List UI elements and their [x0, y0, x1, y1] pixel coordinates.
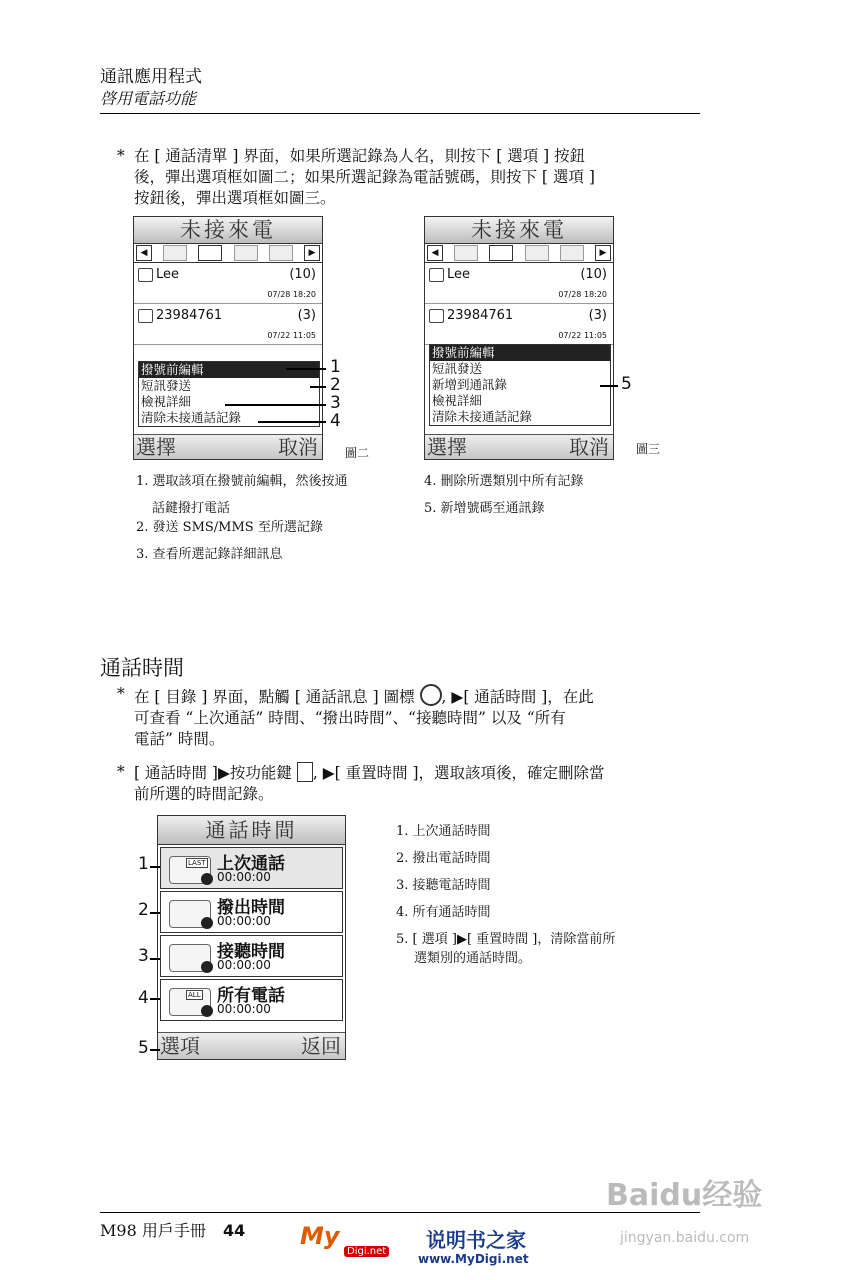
callout-3: 3	[330, 393, 341, 413]
record-name: 23984761	[447, 308, 514, 323]
record-date: 07/22 11:05	[558, 331, 607, 340]
bullet-1-line-1: 在 [ 目錄 ] 界面，點觸 [ 通話訊息 ] 圖標 , ▶[ 通話時間 ]，在此	[134, 684, 714, 708]
callout-leader	[225, 404, 326, 406]
call-record[interactable]	[425, 304, 613, 345]
call-record[interactable]	[134, 304, 322, 345]
tab-icon[interactable]	[489, 245, 513, 261]
call-time-row-last[interactable]	[160, 847, 343, 889]
list-item: 5. [ 選項 ]▶[ 重置時間 ]，清除當前所	[396, 932, 616, 947]
section-title: 通話時間	[100, 656, 184, 680]
menu-item[interactable]: 檢視詳細	[141, 394, 192, 409]
mydigi-logo: My Digi.net 说明书之家 www.MyDigi.net	[300, 1222, 529, 1266]
callout-leader	[150, 866, 160, 868]
record-name: Lee	[156, 267, 180, 282]
callout-2: 2	[138, 900, 149, 920]
callout-5: 5	[138, 1038, 149, 1058]
callout-3: 3	[138, 946, 149, 966]
list-item: 5. 新增號碼至通訊錄	[424, 501, 545, 516]
function-key-icon	[297, 762, 313, 782]
record-count: (3)	[297, 308, 316, 323]
row-time: 00:00:00	[217, 1002, 271, 1016]
list-item: 1. 上次通話時間	[396, 824, 491, 839]
tab-icon[interactable]	[560, 245, 584, 261]
bullet-1-line-3: 電話” 時間。	[134, 730, 225, 748]
tab-icon[interactable]	[163, 245, 187, 261]
arrow-icon: ▶	[451, 688, 464, 706]
options-menu	[138, 361, 320, 427]
record-name: 23984761	[156, 308, 223, 323]
cancel-softkey[interactable]: 取消	[278, 435, 318, 459]
softkey-bar	[134, 434, 322, 459]
menu-item[interactable]: 撥號前編輯	[430, 345, 610, 361]
callout-4: 4	[138, 988, 149, 1008]
callout-leader	[150, 998, 160, 1000]
contact-icon	[429, 268, 444, 282]
callout-leader	[600, 385, 618, 387]
right-arrow-icon[interactable]: ▶	[595, 245, 611, 261]
right-arrow-icon[interactable]: ▶	[304, 245, 320, 261]
dialed-call-icon	[169, 900, 211, 928]
intro-line-2: 後，彈出選項框如圖二；如果所選記錄為電話號碼，則按下 [ 選項 ]	[134, 168, 595, 186]
call-info-icon	[420, 684, 442, 706]
call-time-row-dialed[interactable]	[160, 891, 343, 933]
back-softkey[interactable]: 返回	[301, 1034, 341, 1058]
list-item: 選類別的通話時間。	[414, 951, 532, 966]
callout-leader	[150, 912, 160, 914]
arrow-icon: ▶	[322, 764, 335, 782]
contact-icon	[429, 309, 444, 323]
call-record[interactable]	[425, 263, 613, 304]
baidu-watermark-url: jingyan.baidu.com	[620, 1230, 750, 1246]
tab-strip	[134, 244, 322, 263]
intro-paragraph: * 在 [ 通話清單 ] 界面，如果所選記錄為人名，則按下 [ 選項 ] 按鈕 後，彈出選項框如圖二；如果所選記錄為電話號碼，則按下 [ 選項 ] 按鈕後，彈出選項框如圖三。	[134, 146, 714, 209]
row-label: 撥出時間	[217, 898, 285, 918]
all-calls-icon: ALL	[169, 988, 211, 1016]
tab-icon[interactable]	[234, 245, 258, 261]
tab-strip	[425, 244, 613, 263]
callout-1: 1	[138, 854, 149, 874]
header-subtitle: 啓用電話功能	[100, 89, 197, 108]
arrow-icon: ▶	[456, 932, 467, 947]
menu-item[interactable]: 撥號前編輯	[139, 362, 319, 378]
intro-line-1: 在 [ 通話清單 ] 界面，如果所選記錄為人名，則按下 [ 選項 ] 按鈕	[134, 147, 586, 165]
cancel-softkey[interactable]: 取消	[569, 435, 609, 459]
bullet-2-line-1: [ 通話時間 ]▶按功能鍵 , ▶[ 重置時間 ]，選取該項後，確定刪除當	[134, 764, 605, 782]
row-time: 00:00:00	[217, 870, 271, 884]
bullet-2-line-2: 前所選的時間記錄。	[134, 785, 274, 803]
tab-icon[interactable]	[454, 245, 478, 261]
row-time: 00:00:00	[217, 914, 271, 928]
figure-2-caption: 圖二	[345, 446, 370, 460]
record-date: 07/22 11:05	[267, 331, 316, 340]
callout-leader	[286, 368, 326, 370]
row-time: 00:00:00	[217, 958, 271, 972]
menu-item[interactable]: 檢視詳細	[432, 393, 483, 408]
menu-item[interactable]: 清除未接通話記錄	[141, 410, 242, 425]
list-item: 1. 選取該項在撥號前編輯，然後按通	[136, 474, 348, 489]
header-divider	[100, 113, 700, 114]
page-number: 44	[222, 1221, 246, 1240]
record-name: Lee	[447, 267, 471, 282]
intro-line-3: 按鈕後，彈出選項框如圖三。	[134, 189, 336, 207]
record-count: (10)	[580, 267, 607, 282]
callout-5: 5	[621, 374, 632, 394]
call-time-screen	[157, 815, 346, 1060]
bullet-1-line-2: 可查看 “上次通話” 時間、“撥出時間”、“接聽時間” 以及 “所有	[134, 709, 566, 727]
callout-1: 1	[330, 357, 341, 377]
row-label: 所有電話	[217, 986, 285, 1006]
screen-title: 未接來電	[425, 217, 613, 244]
menu-item[interactable]: 短訊發送	[432, 361, 483, 376]
record-date: 07/28 18:20	[267, 290, 316, 299]
record-date: 07/28 18:20	[558, 290, 607, 299]
list-item: 話鍵撥打電話	[152, 501, 231, 516]
screen-title: 未接來電	[134, 217, 322, 244]
callout-leader	[150, 958, 160, 960]
contact-icon	[138, 309, 153, 323]
menu-item[interactable]: 短訊發送	[141, 378, 192, 393]
list-item: 2. 撥出電話時間	[396, 851, 491, 866]
options-menu	[429, 344, 611, 426]
row-label: 接聽時間	[217, 942, 285, 962]
footer-manual: M98 用戶手冊 44	[100, 1221, 246, 1240]
select-softkey[interactable]: 選擇	[427, 435, 467, 459]
callout-leader	[150, 1049, 160, 1051]
tab-icon[interactable]	[269, 245, 293, 261]
last-call-icon: LAST	[169, 856, 211, 884]
row-label: 上次通話	[217, 854, 285, 874]
tab-icon[interactable]	[198, 245, 222, 261]
screen-title: 通話時間	[158, 816, 345, 845]
list-item: 3. 接聽電話時間	[396, 878, 491, 893]
callout-2: 2	[330, 375, 341, 395]
options-softkey[interactable]: 選項	[160, 1034, 200, 1058]
call-time-row-received[interactable]	[160, 935, 343, 977]
figure-3-screen	[424, 216, 614, 460]
left-arrow-icon[interactable]: ◀	[136, 245, 152, 261]
tab-icon[interactable]	[525, 245, 549, 261]
list-item: 4. 刪除所選類別中所有記錄	[424, 474, 584, 489]
contact-icon	[138, 268, 153, 282]
callout-leader	[258, 421, 326, 423]
menu-item[interactable]: 新增到通訊錄	[432, 377, 508, 392]
select-softkey[interactable]: 選擇	[136, 435, 176, 459]
figure-3-caption: 圖三	[636, 442, 661, 456]
call-time-bullet-1: * 在 [ 目錄 ] 界面，點觸 [ 通話訊息 ] 圖標 , ▶[ 通話時間 ]，在此 可查看 “上次通話” 時間、“撥出時間”、“接聽時間” 以及 “所有 電話” 時間。	[134, 684, 714, 750]
list-item: 4. 所有通話時間	[396, 905, 491, 920]
received-call-icon	[169, 944, 211, 972]
header-title: 通訊應用程式	[100, 67, 202, 87]
figure-2-screen	[133, 216, 323, 460]
softkey-bar	[425, 434, 613, 459]
callout-leader	[310, 386, 326, 388]
softkey-bar	[158, 1032, 345, 1059]
menu-item[interactable]: 清除未接通話記錄	[432, 409, 533, 424]
left-arrow-icon[interactable]: ◀	[427, 245, 443, 261]
baidu-watermark: Baidu经验	[606, 1178, 763, 1213]
call-time-bullet-2: * [ 通話時間 ]▶按功能鍵 , ▶[ 重置時間 ]，選取該項後，確定刪除當 前所選的時間記錄。	[134, 762, 714, 805]
list-item: 3. 查看所選記錄詳細訊息	[136, 547, 283, 562]
callout-4: 4	[330, 411, 341, 431]
call-record[interactable]	[134, 263, 322, 304]
list-item: 2. 發送 SMS/MMS 至所選記錄	[136, 520, 323, 535]
call-time-row-all[interactable]	[160, 979, 343, 1021]
record-count: (3)	[588, 308, 607, 323]
arrow-icon: ▶	[217, 764, 230, 782]
record-count: (10)	[289, 267, 316, 282]
